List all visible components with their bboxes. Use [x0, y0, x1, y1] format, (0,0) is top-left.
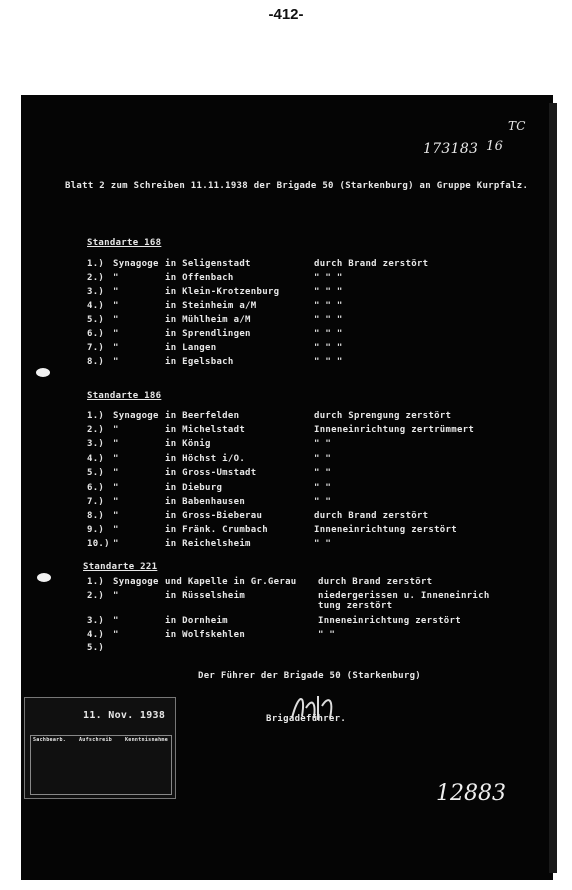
- row-status: " ": [314, 497, 332, 507]
- row-place: in Gross-Bieberau: [165, 511, 263, 521]
- row-number: 10.): [87, 539, 110, 549]
- row-status: " ": [318, 630, 336, 640]
- row-status: " " ": [314, 301, 343, 311]
- row-status: " " ": [314, 357, 343, 367]
- handwritten-number: 173183: [423, 141, 479, 157]
- row-number: 9.): [87, 525, 105, 535]
- row-number: 1.): [87, 411, 105, 421]
- row-status: " " ": [314, 287, 343, 297]
- row-number: 6.): [87, 483, 105, 493]
- row-place: in Dieburg: [165, 483, 223, 493]
- punch-hole-bottom: [37, 573, 51, 582]
- signoff-line: Der Führer der Brigade 50 (Starkenburg): [198, 671, 422, 681]
- row-place: in Rüsselsheim: [165, 591, 246, 601]
- row-object: ": [113, 315, 119, 325]
- row-object: ": [113, 273, 119, 283]
- page-number: -412-: [268, 6, 304, 23]
- row-place: und Kapelle in Gr.Gerau: [165, 577, 297, 587]
- row-status: " " ": [314, 329, 343, 339]
- row-status: " " ": [314, 343, 343, 353]
- row-object: ": [113, 329, 119, 339]
- row-object: ": [113, 630, 119, 640]
- row-status: " " ": [314, 273, 343, 283]
- row-object: Synagoge: [113, 259, 159, 269]
- row-object: ": [113, 616, 119, 626]
- row-number: 2.): [87, 273, 105, 283]
- row-number: 7.): [87, 497, 105, 507]
- row-number: 7.): [87, 343, 105, 353]
- row-place: in Mühlheim a/M: [165, 315, 251, 325]
- row-object: ": [113, 343, 119, 353]
- row-number: 3.): [87, 616, 105, 626]
- row-place: in Steinheim a/M: [165, 301, 257, 311]
- row-place: in Babenhausen: [165, 497, 246, 507]
- row-object: Synagoge: [113, 411, 159, 421]
- row-number: 4.): [87, 301, 105, 311]
- row-place: in Reichelsheim: [165, 539, 251, 549]
- row-number: 4.): [87, 630, 105, 640]
- row-status: " " ": [314, 315, 343, 325]
- row-object: ": [113, 511, 119, 521]
- signature-title: Brigadeführer.: [266, 714, 347, 724]
- row-status: " ": [314, 439, 332, 449]
- stamp-header: Kenntnisnahme: [125, 737, 169, 743]
- row-number: 3.): [87, 439, 105, 449]
- row-place: in Wolfskehlen: [165, 630, 246, 640]
- handwritten-corner: 16: [486, 139, 504, 154]
- stamp-date: 11. Nov. 1938: [83, 710, 166, 721]
- row-status: Inneneinrichtung zerstört: [314, 525, 457, 535]
- handwritten-tc: TC: [508, 119, 526, 133]
- row-place: in Fränk. Crumbach: [165, 525, 268, 535]
- row-status: tung zerstört: [318, 601, 393, 611]
- row-status: durch Sprengung zerstört: [314, 411, 452, 421]
- row-object: ": [113, 357, 119, 367]
- row-place: in Sprendlingen: [165, 329, 251, 339]
- row-place: in Egelsbach: [165, 357, 234, 367]
- stamp-table: [30, 735, 172, 795]
- header-line: Blatt 2 zum Schreiben 11.11.1938 der Brigade 50 (Starkenburg) an Gruppe Kurpfalz.: [65, 181, 529, 191]
- row-object: ": [113, 525, 119, 535]
- row-status: durch Brand zerstört: [314, 259, 429, 269]
- stamp-header: Aufschreib: [79, 737, 113, 743]
- section-title: Standarte 168: [87, 238, 162, 248]
- row-place: in Michelstadt: [165, 425, 246, 435]
- row-place: in Beerfelden: [165, 411, 240, 421]
- row-place: in Klein-Krotzenburg: [165, 287, 280, 297]
- row-number: 8.): [87, 357, 105, 367]
- row-object: ": [113, 468, 119, 478]
- reference-number: 12883: [436, 781, 506, 806]
- row-place: in Seligenstadt: [165, 259, 251, 269]
- row-object: ": [113, 301, 119, 311]
- section-title: Standarte 221: [83, 562, 158, 572]
- row-number: 5.): [87, 468, 105, 478]
- stamp-header: Sachbearb.: [33, 737, 67, 743]
- row-number: 5.): [87, 643, 105, 653]
- row-object: ": [113, 425, 119, 435]
- row-number: 6.): [87, 329, 105, 339]
- row-status: durch Brand zerstört: [318, 577, 433, 587]
- row-number: 4.): [87, 454, 105, 464]
- row-status: durch Brand zerstört: [314, 511, 429, 521]
- row-number: 2.): [87, 425, 105, 435]
- row-place: in Langen: [165, 343, 217, 353]
- row-object: ": [113, 287, 119, 297]
- sheet-edge: [549, 103, 557, 873]
- punch-hole-top: [36, 368, 50, 377]
- row-number: 3.): [87, 287, 105, 297]
- row-status: " ": [314, 539, 332, 549]
- row-status: " ": [314, 483, 332, 493]
- row-number: 5.): [87, 315, 105, 325]
- row-number: 2.): [87, 591, 105, 601]
- row-object: ": [113, 497, 119, 507]
- row-number: 1.): [87, 577, 105, 587]
- row-object: ": [113, 591, 119, 601]
- row-object: Synagoge: [113, 577, 159, 587]
- row-place: in Offenbach: [165, 273, 234, 283]
- row-object: ": [113, 454, 119, 464]
- row-object: ": [113, 539, 119, 549]
- row-place: in Dornheim: [165, 616, 228, 626]
- row-place: in Gross-Umstadt: [165, 468, 257, 478]
- row-place: in König: [165, 439, 211, 449]
- row-status: Inneneinrichtung zerstört: [318, 616, 461, 626]
- row-status: " ": [314, 454, 332, 464]
- row-object: ": [113, 439, 119, 449]
- row-status: " ": [314, 468, 332, 478]
- row-place: in Höchst i/O.: [165, 454, 246, 464]
- row-object: ": [113, 483, 119, 493]
- row-number: 1.): [87, 259, 105, 269]
- section-title: Standarte 186: [87, 391, 162, 401]
- row-status: Inneneinrichtung zertrümmert: [314, 425, 475, 435]
- row-status: niedergerissen u. Inneneinrich: [318, 591, 490, 601]
- row-number: 8.): [87, 511, 105, 521]
